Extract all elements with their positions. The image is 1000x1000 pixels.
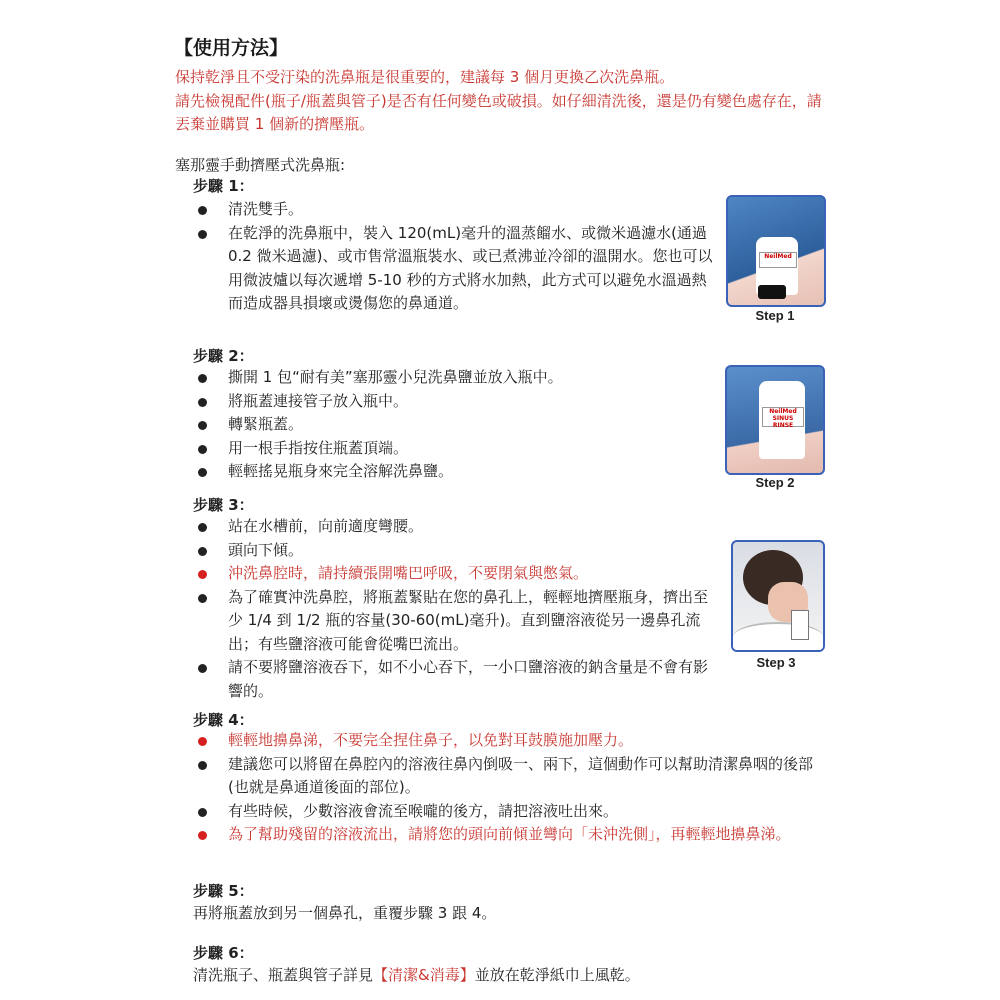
product-label-logo: NeilMed SINUS RINSE: [762, 407, 804, 427]
step-3-heading: 步驟 3：: [193, 496, 254, 514]
step-1-caption: Step 1: [755, 308, 795, 323]
step-3-caption: Step 3: [756, 655, 796, 670]
list-item: 站在水槽前，向前適度彎腰。: [193, 515, 718, 539]
list-item: 有些時候，少數溶液會流至喉嚨的後方，請把溶液吐出來。: [193, 800, 833, 824]
step-1-list: [193, 198, 718, 316]
list-item-warning: 沖洗鼻腔時，請持續張開嘴巴呼吸，不要閉氣與憋氣。: [193, 562, 718, 586]
step-4-list: [193, 729, 833, 847]
intro-notice: [175, 66, 835, 137]
step-6-heading: 步驟 6：: [193, 944, 254, 962]
list-item: 轉緊瓶蓋。: [193, 413, 718, 437]
page-title: 【使用方法】: [174, 37, 289, 59]
list-item-warning: 為了幫助殘留的溶液流出，請將您的頭向前傾並彎向「未沖洗側」，再輕輕地擤鼻涕。: [193, 823, 833, 847]
list-item: 為了確實沖洗鼻腔，將瓶蓋緊貼在您的鼻孔上，輕輕地擠壓瓶身，擠出至少 1/4 到 1/2 瓶的容量(30-60(mL)毫升)。直到鹽溶液從另一邊鼻孔流出；有些鹽溶液可能會從嘴巴流出。: [193, 586, 718, 657]
intro-line: 請先檢視配件(瓶子/瓶蓋與管子)是否有任何變色或破損。如仔細清洗後，還是仍有變色處存在，請丟棄並購買 1 個新的擠壓瓶。: [175, 91, 822, 133]
step-2-image: [725, 365, 825, 475]
cleaning-section-reference: 【清潔&消毒】: [373, 966, 475, 984]
list-item: 清洗雙手。: [193, 198, 718, 222]
step-5-heading: 步驟 5：: [193, 882, 254, 900]
list-item: 撕開 1 包“耐有美”塞那靈小兒洗鼻鹽並放入瓶中。: [193, 366, 718, 390]
list-item-warning: 輕輕地擤鼻涕，不要完全捏住鼻子，以免對耳鼓膜施加壓力。: [193, 729, 833, 753]
cap-icon: [758, 285, 786, 299]
step-1-heading: 步驟 1：: [193, 177, 254, 195]
list-item: 輕輕搖晃瓶身來完全溶解洗鼻鹽。: [193, 460, 718, 484]
step-6-body: [193, 964, 640, 985]
step-2-caption: Step 2: [755, 475, 795, 490]
product-label-logo: NeilMed: [759, 252, 797, 268]
step-3-list: [193, 515, 718, 703]
step-6-text: 清洗瓶子、瓶蓋與管子詳見: [193, 966, 374, 984]
step-3-image: [731, 540, 825, 652]
step-5-body: 再將瓶蓋放到另一個鼻孔，重覆步驟 3 跟 4。: [193, 904, 497, 922]
list-item: 將瓶蓋連接管子放入瓶中。: [193, 390, 718, 414]
list-item: 請不要將鹽溶液吞下，如不小心吞下，一小口鹽溶液的鈉含量是不會有影響的。: [193, 656, 718, 703]
list-item: 建議您可以將留在鼻腔內的溶液往鼻內倒吸一、兩下，這個動作可以幫助清潔鼻咽的後部(也就是鼻通道後面的部位)。: [193, 753, 833, 800]
step-2-list: [193, 366, 718, 484]
sink-shape: [733, 622, 823, 652]
intro-line: 保持乾淨且不受汙染的洗鼻瓶是很重要的，建議每 3 個月更換乙次洗鼻瓶。: [175, 68, 675, 86]
step-6-text: 並放在乾淨紙巾上風乾。: [474, 966, 640, 984]
step-2-heading: 步驟 2：: [193, 347, 254, 365]
bottle-shape: [791, 610, 809, 640]
step-4-heading: 步驟 4：: [193, 711, 254, 729]
list-item: 在乾淨的洗鼻瓶中，裝入 120(mL)毫升的溫蒸餾水、或微米過濾水(通過 0.2 微米過濾)、或市售常溫瓶裝水、或已煮沸並冷卻的溫開水。您也可以用微波爐以每次遞增 5-10 秒的方式將水加熱，此方式可以避免水溫過熱而造成器具損壞或燙傷您的鼻通道。: [193, 222, 718, 316]
product-subtitle: 塞那靈手動擠壓式洗鼻瓶:: [175, 156, 346, 174]
list-item: 頭向下傾。: [193, 539, 718, 563]
step-1-image: [726, 195, 826, 307]
list-item: 用一根手指按住瓶蓋頂端。: [193, 437, 718, 461]
